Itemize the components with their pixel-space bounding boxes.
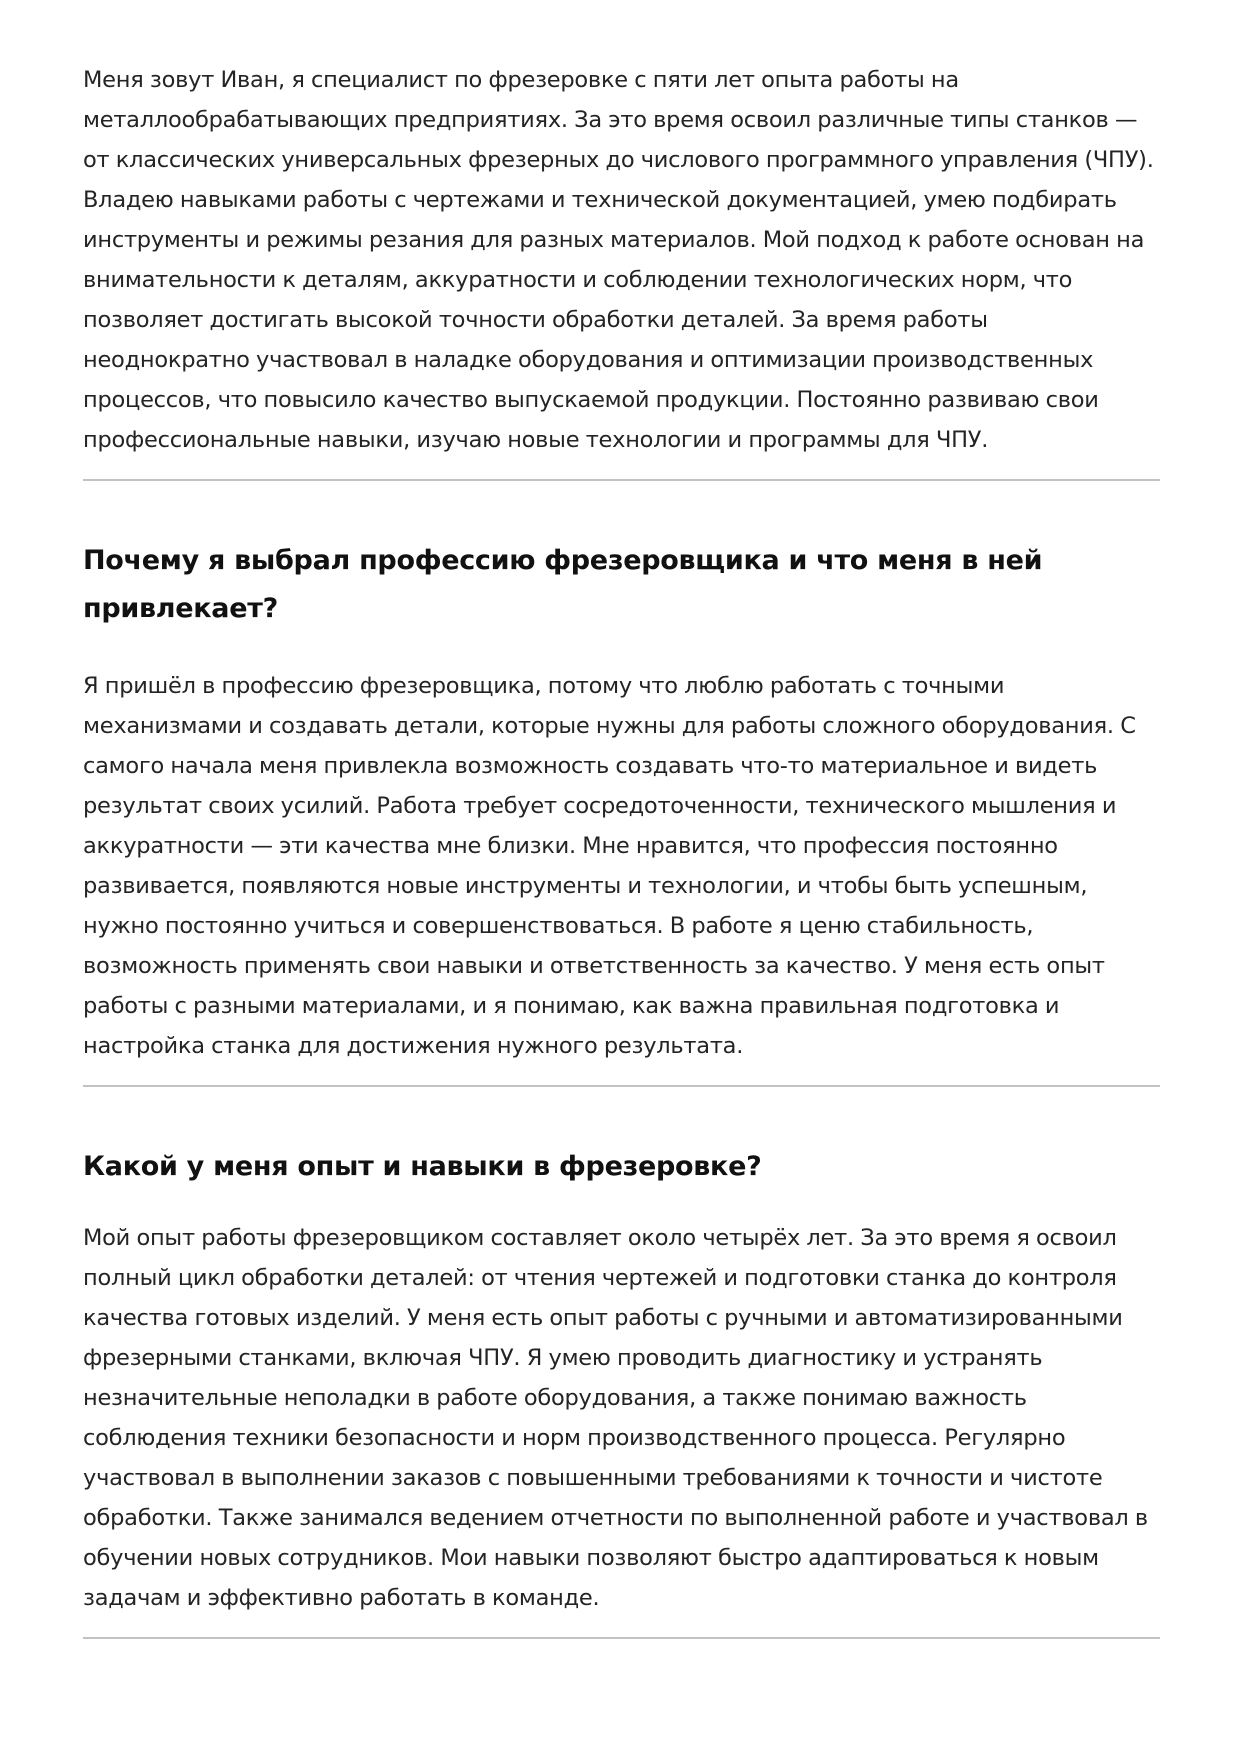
section-divider (83, 479, 1160, 481)
section-divider (83, 1637, 1160, 1639)
section-heading-why-profession: Почему я выбрал профессию фрезеровщика и что меня в ней привлекает? (83, 545, 1043, 624)
document-page (83, 60, 1160, 1639)
section-heading-experience: Какой у меня опыт и навыки в фрезеровке? (83, 1151, 762, 1182)
section-divider (83, 1085, 1160, 1087)
why-profession-paragraph: Я пришёл в профессию фрезеровщика, потому что люблю работать с точными механизмами и создавать детали, которые нужны для работы сложного оборудования. С самого начала меня привлекла возможность создавать что-то материальное и видеть результат своих усилий. Работа требует сосредоточенности, технического мышления и аккуратности — эти качества мне близки. Мне нравится, что профессия постоянно развивается, появляются новые инструменты и технологии, и чтобы быть успешным, нужно постоянно учиться и совершенствоваться. В работе я ценю стабильность, возможность применять свои навыки и ответственность за качество. У меня есть опыт работы с разными материалами, и я понимаю, как важна правильная подготовка и настройка станка для достижения нужного результата. (83, 673, 1136, 1059)
experience-paragraph: Мой опыт работы фрезеровщиком составляет около четырёх лет. За это время я освоил полный цикл обработки деталей: от чтения чертежей и подготовки станка до контроля качества готовых изделий. У меня есть опыт работы с ручными и автоматизированными фрезерными станками, включая ЧПУ. Я умею проводить диагностику и устранять незначительные неполадки в работе оборудования, а также понимаю важность соблюдения техники безопасности и норм производственного процесса. Регулярно участвовал в выполнении заказов с повышенными требованиями к точности и чистоте обработки. Также занимался ведением отчетности по выполненной работе и участвовал в обучении новых сотрудников. Мои навыки позволяют быстро адаптироваться к новым задачам и эффективно работать в команде. (83, 1225, 1148, 1611)
intro-paragraph: Меня зовут Иван, я специалист по фрезеровке с пяти лет опыта работы на металлообрабатывающих предприятиях. За это время освоил различные типы станков — от классических универсальных фрезерных до числового программного управления (ЧПУ). Владею навыками работы с чертежами и технической документацией, умею подбирать инструменты и режимы резания для разных материалов. Мой подход к работе основан на внимательности к деталям, аккуратности и соблюдении технологических норм, что позволяет достигать высокой точности обработки деталей. За время работы неоднократно участвовал в наладке оборудования и оптимизации производственных процессов, что повысило качество выпускаемой продукции. Постоянно развиваю свои профессиональные навыки, изучаю новые технологии и программы для ЧПУ. (83, 67, 1154, 453)
